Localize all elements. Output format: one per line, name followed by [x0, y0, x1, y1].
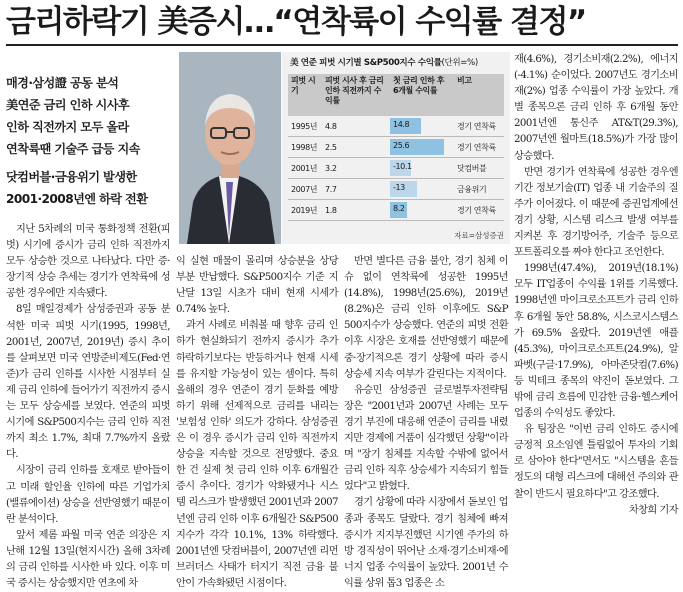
row-note: 경기 연착륙 — [454, 116, 504, 137]
col-header: 피벗 시기 — [288, 74, 322, 116]
row-note: 경기 연착륙 — [454, 137, 504, 158]
row-note: 금융위기 — [454, 179, 504, 200]
col-header: 피벗 시사 후 금리 인하 직전까지 수익률 — [322, 74, 390, 116]
return-value: 25.6 — [393, 141, 410, 150]
body-column-1 — [6, 222, 170, 590]
body-column-3 — [344, 254, 508, 589]
chart-unit: (단위=%) — [441, 58, 478, 68]
row-year: 2001년 — [288, 158, 322, 179]
return-value: 14.8 — [393, 120, 410, 129]
subhead-line: 2001·2008년엔 하락 전환 — [6, 192, 148, 206]
person-photo — [179, 52, 281, 244]
chart-title-text: 美 연준 피벗 시기별 S&P500지수 수익률 — [290, 58, 442, 68]
paragraph: 앞서 제롬 파월 미국 연준 의장은 지난해 12월 13일(현지시간) 올해 3차례의 금리 인하를 시사한 바 있다. 이후 미국 증시는 상승했지만 연초에 차 — [6, 529, 170, 590]
row-note: 닷컴버블 — [454, 158, 504, 179]
body-column-2 — [176, 254, 338, 589]
col-header: 첫 금리 인하 후 6개월 수익률 — [390, 74, 454, 116]
paragraph: 8일 매일경제가 삼성증권과 공동 분석한 미국 피벗 시기(1995, 1998년, 2001년, 2007년, 2019년) 증시 추이를 살펴보면 미국 연방준비제도(Fed·연준)가 금리 인하를 시사한 시점부터 실제 금리 인하에 들어가기 직전까지 증시는 모두 상승세를 보였다. 연준의 피벗 시기에 S&P500지수는 금리 인하 직전까지 최소 1.7%, 최대 7.7%까지 올랐다. — [6, 304, 170, 461]
paragraph: 경기 상황에 따라 시장에서 돋보인 업종과 종목도 달랐다. 경기 침체에 빠져 증시가 지지부진했던 시기엔 주가의 하방 경직성이 뛰어난 소재·경기소비재·에너지 업종 수익률이 높았다. 2001년 수익률 상위 톱3 업종은 소 — [344, 497, 508, 589]
returns-table — [288, 74, 504, 221]
subhead-group-1 — [6, 72, 174, 160]
row-year: 2007년 — [288, 179, 322, 200]
paragraph: 시장이 금리 인하를 호재로 받아들이고 미래 할인율 인하에 따른 기업가치(밸류에이션) 상승을 선반영했기 때문이란 분석이다. — [6, 465, 170, 525]
row-after-return — [390, 179, 454, 200]
headline-rule — [6, 44, 678, 46]
table-row — [288, 179, 504, 200]
row-before-return: 4.8 — [322, 116, 390, 137]
subhead-line: 연착륙땐 기술주 급등 지속 — [6, 142, 140, 156]
return-value: -13 — [393, 183, 405, 192]
paragraph: 반면 경기가 연착륙에 성공한 경우엔 기간 정보기술(IT) 업종 내 기술주의 질주가 이어졌다. 이 때문에 증권업계에선 경기 상황, 시스템 리스크 발생 여부를 지켜본 후 경기방어주, 기술주 등으로 포트폴리오를 짜야 한다고 조언한다. — [514, 166, 678, 259]
subhead-line: 인하 직전까지 모두 올라 — [6, 120, 129, 134]
chart-title — [290, 56, 478, 68]
subhead-line: 매경·삼성證 공동 분석 — [6, 76, 119, 90]
paragraph: 유 팀장은 "이번 금리 인하도 증시에 긍정적 요소임엔 틀림없어 투자의 기회로 삼아야 한다"면서도 "시스템을 흔들 정도의 대형 리스크에 대해선 주의와 관찰이 반드시 필요하다"고 강조했다. — [514, 424, 678, 500]
return-value: -10.1 — [393, 162, 412, 171]
person-photo-icon — [179, 52, 281, 244]
paragraph: 1998년(47.4%), 2019년(18.1%) 모두 IT업종이 수익률 1위를 기록했다. 1998년엔 마이크로소프트가 금리 인하 후 6개월 동안 58.8%, 시스코시스템스가 69.5% 올랐다. 2019년엔 애플(45.3%), 마이크로소프트(24.9%), 알파벳(구글·17.9%), 아마존닷컴(7.6%) 등 빅테크 종목의 약진이 돋보였다. 그 밖에 금리 흐름에 민감한 금융·헬스케어 업종의 수익성도 좋았다. — [514, 263, 678, 420]
col-header: 비고 — [454, 74, 504, 116]
table-row — [288, 137, 504, 158]
returns-table-chart — [282, 52, 510, 244]
row-year: 1998년 — [288, 137, 322, 158]
subhead-group-2 — [6, 166, 174, 210]
row-year: 2019년 — [288, 200, 322, 221]
paragraph: 익 실현 매물이 몰리며 상승분을 상당 부분 반납했다. S&P500지수 기준 지난달 13일 시초가 대비 현재 시세가 0.74% 높다. — [176, 256, 338, 316]
byline: 차창희 기자 — [628, 504, 678, 516]
table-row — [288, 116, 504, 137]
paragraph: 지난 5차례의 미국 통화정책 전환(피벗) 시기에 증시가 금리 인하 직전까지 모두 상승한 것으로 나타났다. 다만 증·장기적 상승 추세는 경기가 연착륙에 성공한 경우에만 지속됐다. — [6, 224, 170, 300]
row-after-return — [390, 200, 454, 221]
paragraph: 재(4.6%), 경기소비재(2.2%), 에너지(-4.1%) 순이었다. 2007년도 경기소비재(2%) 업종 수익률이 가장 높았다. 개별 종목으론 금리 인하 후 6개월 동안 2001년엔 통신주 AT&T(29.3%), 2007년엔 월마트(18.5%)가 가장 많이 상승했다. — [514, 54, 678, 162]
subhead-line: 美연준 금리 인하 시사후 — [6, 98, 130, 112]
row-year: 1995년 — [288, 116, 322, 137]
row-note: 경기 연착륙 — [454, 200, 504, 221]
row-before-return: 2.5 — [322, 137, 390, 158]
row-before-return: 3.2 — [322, 158, 390, 179]
headline: 금리하락기 美증시…“연착륙이 수익률 결정” — [6, 4, 586, 40]
body-column-4 — [514, 52, 678, 575]
row-after-return — [390, 137, 454, 158]
row-after-return — [390, 158, 454, 179]
subhead-line: 닷컴버블·금융위기 발생한 — [6, 170, 137, 184]
paragraph: 반면 별다른 금융 불안, 경기 침체 이슈 없이 연착륙에 성공한 1995년(14.8%), 1998년(25.6%), 2019년(8.2%)은 금리 인하 이후에도 S&P 500지수가 상승했다. 연준의 피벗 전환 이후 시장은 호재를 선반영했기 때문에 중·장기적으론 경기 상황에 따라 증시 상승세 지속 여부가 갈린다는 지적이다. — [344, 256, 508, 380]
row-before-return: 1.8 — [322, 200, 390, 221]
row-before-return: 7.7 — [322, 179, 390, 200]
chart-source: 자료=삼성증권 — [454, 231, 504, 240]
table-row — [288, 158, 504, 179]
paragraph: 유승민 삼성증권 글로벌투자전략팀장은 "2001년과 2007년 사례는 모두 경기 부진에 대응해 연준이 금리를 내렸지만 경제에 거품이 심각했던 상황"이라며 "장기 침체를 지속할 수밖에 없어서 금리 인하 직후 상승세가 지속되기 힘들었다"고 밝혔다. — [344, 384, 508, 493]
row-after-return — [390, 116, 454, 137]
paragraph: 과거 사례로 비춰볼 때 향후 금리 인하가 현실화되기 전까지 증시가 추가 하락하기보다는 반등하거나 현재 시세를 유지할 가능성이 있는 셈이다. 특히 올해의 경우 연준이 경기 둔화를 예방하기 위해 선제적으로 금리를 내리는 '보험성 인하' 의도가 강하다. 삼성증권은 이 경우 증시가 금리 인하 직전까지 상승을 지속할 것으로 전망했다. 중요한 건 실제 첫 금리 인하 이후 6개월간 증시 추이다. 경기가 악화됐거나 시스템 리스크가 발생했던 2001년과 2007년엔 금리 인하 이후 6개월간 S&P500지수가 각각 10.1%, 13% 하락했다. 2001년엔 닷컴버블이, 2007년엔 리먼브러더스 사태가 터지기 직전 금융 불안이 가속화됐던 시점이다. — [176, 320, 338, 589]
return-value: 8.2 — [393, 204, 405, 213]
table-row — [288, 200, 504, 221]
